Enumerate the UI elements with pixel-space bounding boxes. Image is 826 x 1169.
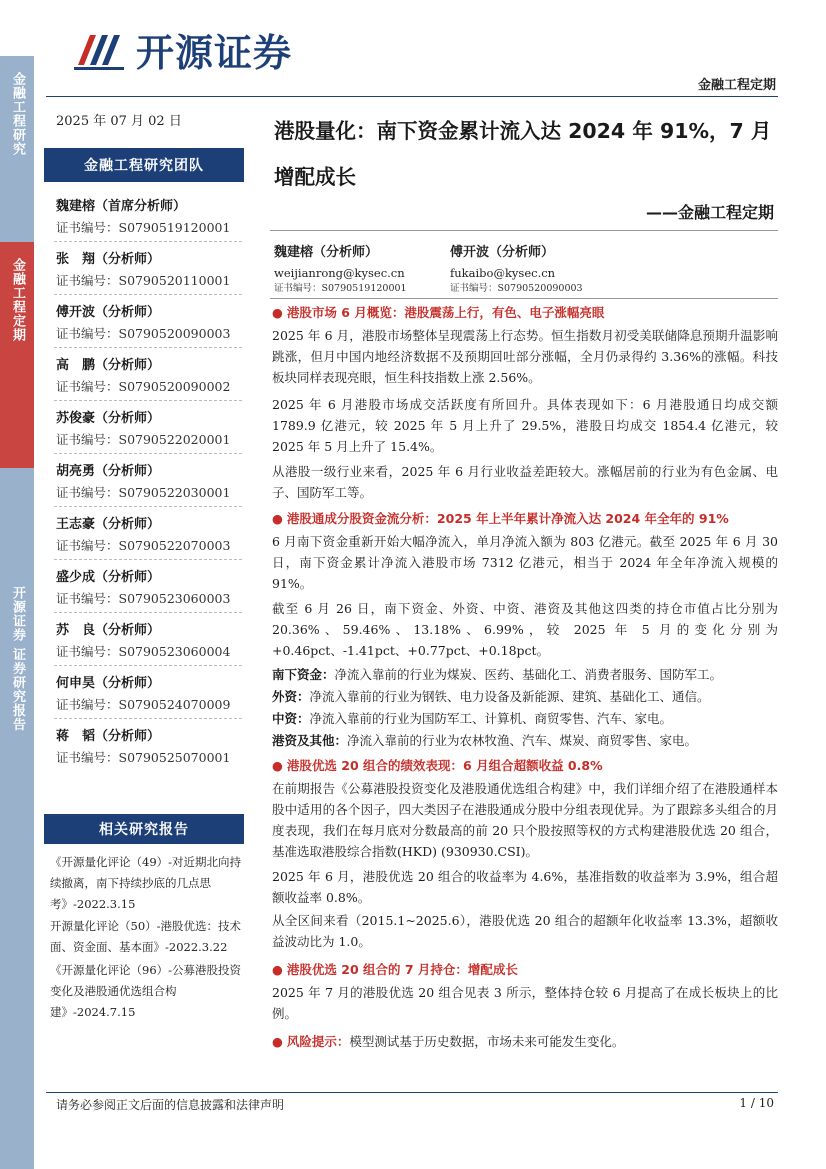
analyst-separator <box>54 506 242 507</box>
header-doc-type: 金融工程定期 <box>697 78 776 93</box>
analyst-cert: 证书编号：S0790520090002 <box>56 379 231 394</box>
page-number: 1 / 10 <box>739 1096 774 1110</box>
section-3-paragraph-1: 在前期报告《公募港股投资变化及港股通优选组合构建》中，我们详细介绍了在港股通样本股中适用的各个因子，四大类因子在港股通成分股中分组表现优异。为了跟踪多头组合的月度表现，我们在每月底对分数最高的前 20 只个股按照等权的方式构建港股优选 20 组合，基准选取港股综合指数(HKD) (930930.CSI)。 <box>272 781 778 859</box>
section-1-paragraph-1: 2025 年 6 月，港股市场整体呈现震荡上行态势。恒生指数月初受美联储降息预期升温影响跳涨，但月中国内地经济数据不及预期回吐部分涨幅，全月仍录得约 3.36%的涨幅。科技板块同样表现亮眼，恒生科技指数上涨 2.56%。 <box>272 328 778 385</box>
side-label-bottom: 开源证券 证券研究报告 <box>0 468 34 1169</box>
analyst-separator <box>54 400 242 401</box>
analyst-separator <box>54 294 242 295</box>
flow-chinese: 中资：净流入靠前的行业为国防军工、计算机、商贸零售、汽车、家电。 <box>272 711 673 726</box>
author-email[interactable]: weijianrong@kysec.cn <box>274 266 405 280</box>
analyst-separator <box>54 665 242 666</box>
flow-southbound: 南下资金：净流入靠前的行业为煤炭、医药、基础化工、消费者服务、国防军工。 <box>272 667 723 682</box>
flow-foreign: 外资：净流入靠前的行业为钢铁、电力设备及新能源、建筑、基础化工、通信。 <box>272 689 710 704</box>
analyst-cert: 证书编号：S0790520090003 <box>56 326 231 341</box>
section-3-paragraph-3: 从全区间来看（2015.1~2025.6），港股优选 20 组合的超额年化收益率 13.3%，超额收益波动比为 1.0。 <box>272 913 778 949</box>
analyst-name: 张 翔（分析师） <box>56 252 161 267</box>
analyst-entry <box>56 355 230 397</box>
analyst-name: 胡亮勇（分析师） <box>56 464 161 479</box>
analyst-separator <box>54 718 242 719</box>
logo-mark-icon <box>70 25 128 75</box>
analyst-name: 苏 良（分析师） <box>56 623 161 638</box>
brand-name: 开源证券 <box>136 31 293 75</box>
analyst-cert: 证书编号：S0790522020001 <box>56 432 231 447</box>
related-report-3[interactable]: 《开源量化评论（96）-公募港股投资变化及港股通优选组合构建》-2024.7.15 <box>50 963 242 1019</box>
related-report-1[interactable]: 《开源量化评论（49）-对近期北向持续撤离，南下持续抄底的几点思考》-2022.3.15 <box>50 855 242 911</box>
analyst-entry <box>56 726 230 768</box>
author-name: 魏建榕（分析师） <box>274 245 379 260</box>
analyst-entry <box>56 408 230 450</box>
section-2-paragraph-2: 截至 6 月 26 日，南下资金、外资、中资、港资及其他这四类的持仓市值占比分别为 20.36%、59.46%、13.18%、6.99%，较 2025 年 5 月的变化分别为+0.46pct、-1.41pct、+0.77pct、+0.18pct。 <box>272 601 778 658</box>
analyst-entry <box>56 567 230 609</box>
analyst-separator <box>54 559 242 560</box>
analyst-name: 何申昊（分析师） <box>56 676 161 691</box>
analyst-name: 高 鹏（分析师） <box>56 358 161 373</box>
section-1-heading: ● 港股市场 6 月概览：港股震荡上行，有色、电子涨幅亮眼 <box>272 305 605 320</box>
analyst-cert: 证书编号：S0790525070001 <box>56 750 231 765</box>
author-cert: 证书编号：S0790520090003 <box>450 283 583 294</box>
related-report-2[interactable]: 开源量化评论（50）-港股优选：技术面、资金面、基本面》-2022.3.22 <box>50 919 242 954</box>
analyst-entry <box>56 302 230 344</box>
bullet-icon: ● <box>272 758 283 773</box>
bullet-icon: ● <box>272 1034 287 1049</box>
analyst-cert: 证书编号：S0790524070009 <box>56 697 231 712</box>
analyst-separator <box>54 241 242 242</box>
author-divider <box>270 298 778 299</box>
analyst-cert: 证书编号：S0790519120001 <box>56 220 231 235</box>
section-2-heading: ● 港股通成分股资金流分析：2025 年上半年累计净流入达 2024 年全年的 91% <box>272 511 729 526</box>
author-block-2 <box>450 242 583 296</box>
analyst-entry <box>56 461 230 503</box>
author-block-1 <box>274 242 407 296</box>
analyst-entry <box>56 673 230 715</box>
report-date: 2025 年 07 月 02 日 <box>56 114 182 129</box>
page-title: 港股量化：南下资金累计流入达 2024 年 91%，7 月增配成长 <box>274 119 772 189</box>
footer-divider <box>46 1092 778 1093</box>
analyst-name: 盛少成（分析师） <box>56 570 161 585</box>
analyst-cert: 证书编号：S0790523060003 <box>56 591 231 606</box>
section-4-paragraph-1: 2025 年 7 月的港股优选 20 组合见表 3 所示，整体持仓较 6 月提高了在成长板块上的比例。 <box>272 985 778 1021</box>
analyst-name: 蒋 韬（分析师） <box>56 729 161 744</box>
analyst-name: 苏俊豪（分析师） <box>56 411 161 426</box>
author-name: 傅开波（分析师） <box>450 245 555 260</box>
team-title: 金融工程研究团队 <box>44 148 244 182</box>
section-3-heading: ● 港股优选 20 组合的绩效表现：6 月组合超额收益 0.8% <box>272 758 603 773</box>
header-divider <box>46 96 778 97</box>
analyst-entry <box>56 514 230 556</box>
analyst-entry <box>56 249 230 291</box>
analyst-separator <box>54 347 242 348</box>
title-divider <box>270 230 778 231</box>
brand-logo <box>70 22 292 77</box>
footer-disclaimer[interactable]: 请务必参阅正文后面的信息披露和法律声明 <box>56 1098 285 1112</box>
risk-warning: ● 风险提示：模型测试基于历史数据，市场未来可能发生变化。 <box>272 1034 625 1049</box>
side-label-middle: 金融工程定期 <box>0 242 34 468</box>
bullet-icon: ● <box>272 305 283 320</box>
analyst-cert: 证书编号：S0790522030001 <box>56 485 231 500</box>
analyst-name: 魏建榕（首席分析师） <box>56 199 187 214</box>
analyst-entry <box>56 196 230 238</box>
bullet-icon: ● <box>272 962 283 977</box>
analyst-entry <box>56 620 230 662</box>
page-subtitle: ——金融工程定期 <box>645 203 774 222</box>
analyst-cert: 证书编号：S0790523060004 <box>56 644 231 659</box>
section-3-paragraph-2: 2025 年 6 月，港股优选 20 组合的收益率为 4.6%，基准指数的收益率为 3.9%，组合超额收益率 0.8%。 <box>272 869 778 905</box>
author-cert: 证书编号：S0790519120001 <box>274 283 407 294</box>
section-2-paragraph-1: 6 月南下资金重新开始大幅净流入，单月净流入额为 803 亿港元。截至 2025 年 6 月 30 日，南下资金累计净流入港股市场 7312 亿港元，相当于 2024 年全年净流入规模的 91%。 <box>272 534 778 591</box>
section-1-paragraph-3: 从港股一级行业来看，2025 年 6 月行业收益差距较大。涨幅居前的行业为有色金属、电子、国防军工等。 <box>272 464 778 500</box>
section-1-paragraph-2: 2025 年 6 月港股市场成交活跃度有所回升。具体表现如下：6 月港股通日均成交额 1789.9 亿港元，较 2025 年 5 月上升了 29.5%，港股日均成交 1854.4 亿港元，较 2025 年 5 月上升了 15.4%。 <box>272 397 778 454</box>
related-title: 相关研究报告 <box>44 814 244 844</box>
analyst-cert: 证书编号：S0790522070003 <box>56 538 231 553</box>
analyst-name: 傅开波（分析师） <box>56 305 161 320</box>
flow-hk-other: 港资及其他：净流入靠前的行业为农林牧渔、汽车、煤炭、商贸零售、家电。 <box>272 733 698 748</box>
analyst-cert: 证书编号：S0790520110001 <box>56 273 231 288</box>
analyst-separator <box>54 612 242 613</box>
section-4-heading: ● 港股优选 20 组合的 7 月持仓：增配成长 <box>272 962 518 977</box>
bullet-icon: ● <box>272 511 283 526</box>
analyst-name: 王志豪（分析师） <box>56 517 161 532</box>
analyst-separator <box>54 453 242 454</box>
side-label-top: 金融工程研究 <box>0 56 34 242</box>
author-email[interactable]: fukaibo@kysec.cn <box>450 266 556 280</box>
